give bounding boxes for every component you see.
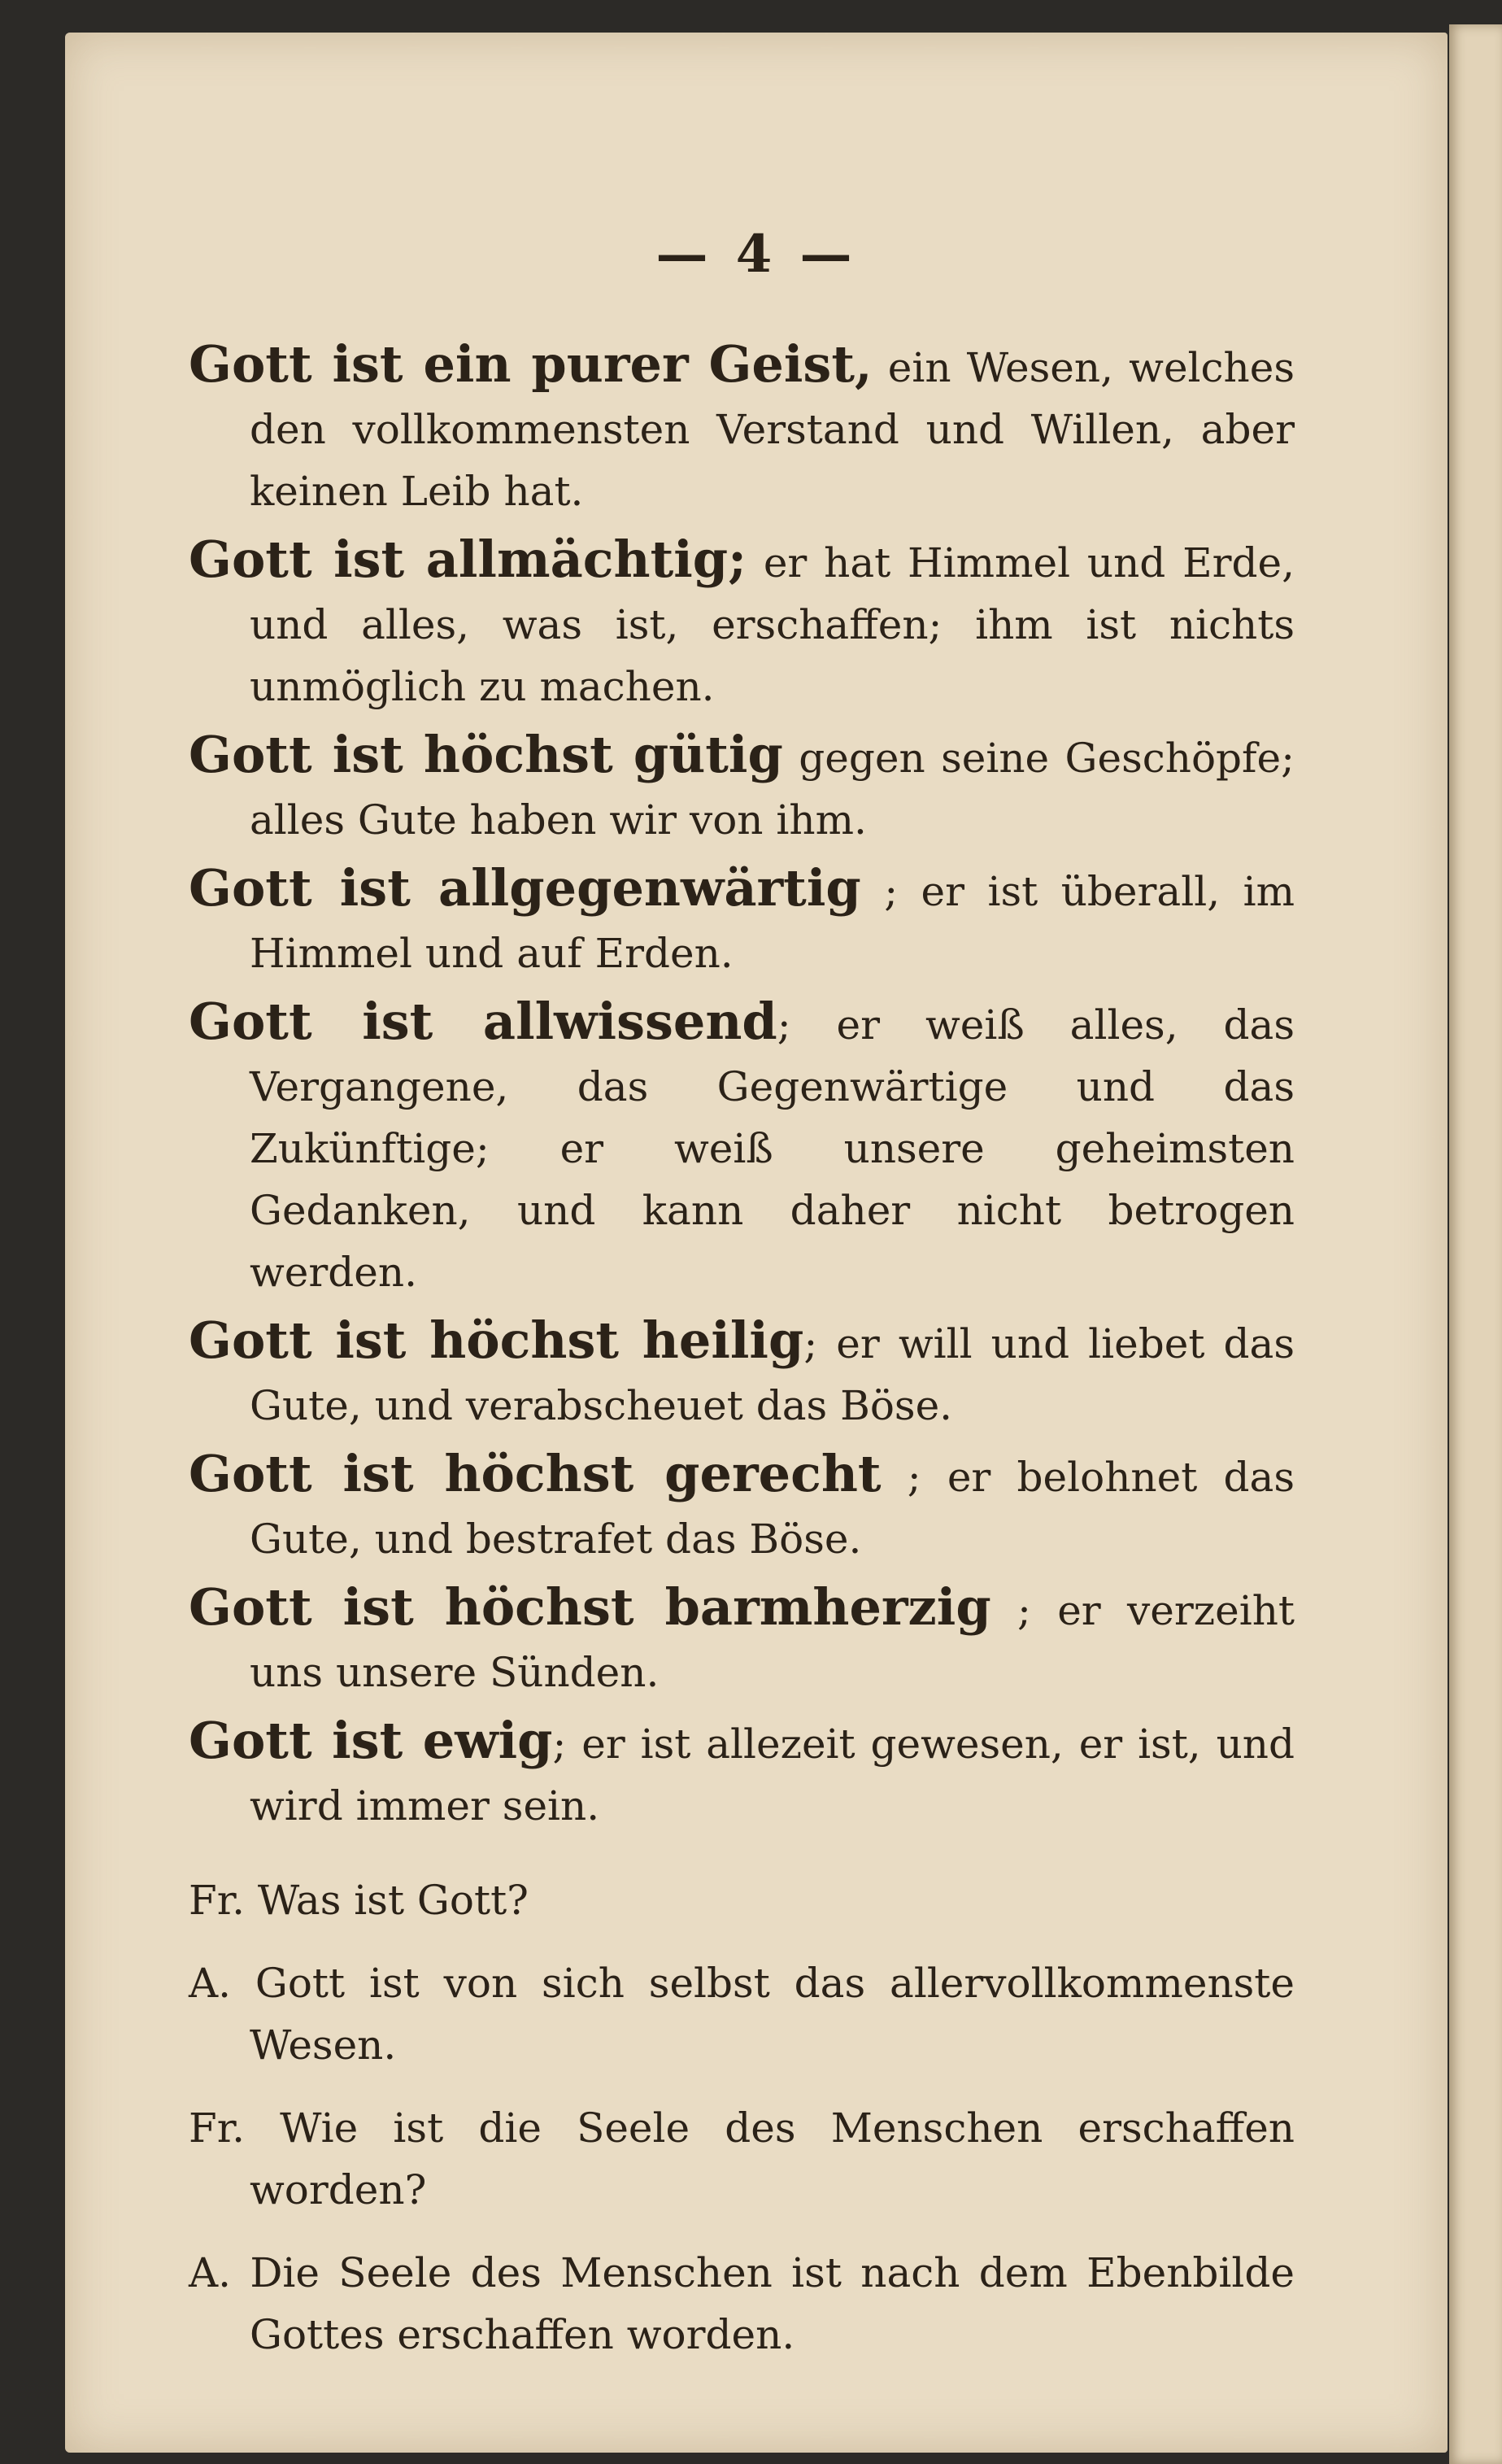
paragraph <box>189 857 1295 984</box>
paragraph <box>189 724 1295 851</box>
paragraph <box>189 529 1295 717</box>
question: Fr. Wie ist die Seele des Menschen erschaffen worden? <box>189 2104 1295 2213</box>
paragraph <box>189 1443 1295 1570</box>
paragraph-lead: Gott ist ein purer Geist, <box>189 334 873 394</box>
paragraph-body: ; er weiß alles, das Vergangene, das Gegenwärtige und das Zukünftige; er weiß unsere geheimsten Gedanken, und kann daher nicht betrogen werden. <box>250 1001 1295 1296</box>
paragraph <box>189 334 1295 522</box>
book-page <box>65 33 1448 2453</box>
paragraph-lead: Gott ist allmächtig; <box>189 530 747 589</box>
paragraph-body: er hat Himmel und Erde, und alles, was ist, erschaffen; ihm ist nichts unmöglich zu machen. <box>250 539 1295 710</box>
paragraph <box>189 1577 1295 1703</box>
paragraph-body: ein Wesen, welches den vollkommensten Verstand und Willen, aber keinen Leib hat. <box>250 344 1295 515</box>
paragraph-lead: Gott ist höchst gütig <box>189 725 783 784</box>
paragraph-body: ; er belohnet das Gute, und bestrafet das Böse. <box>250 1454 1295 1563</box>
page-text <box>189 334 1295 2387</box>
paragraph-lead: Gott ist höchst gerecht <box>189 1444 882 1503</box>
paragraph-lead: Gott ist höchst barmherzig <box>189 1577 991 1637</box>
paragraph-lead: Gott ist allwissend <box>189 992 777 1051</box>
paragraph-lead: Gott ist ewig <box>189 1711 553 1770</box>
paragraph-body: gegen seine Geschöpfe; alles Gute haben wir von ihm. <box>250 735 1295 844</box>
paragraph-lead: Gott ist allgegenwärtig <box>189 858 861 918</box>
paragraph-body: ; er ist überall, im Himmel und auf Erden. <box>250 868 1295 977</box>
answer: A. Die Seele des Menschen ist nach dem Ebenbilde Gottes erschaffen worden. <box>189 2249 1295 2358</box>
paragraph <box>189 1310 1295 1437</box>
paragraph <box>189 991 1295 1303</box>
next-page-edge <box>1449 24 1502 2464</box>
paragraph-body: ; er verzeiht uns unsere Sünden. <box>250 1587 1295 1696</box>
page-number: — 4 — <box>655 224 857 285</box>
answer: A. Gott ist von sich selbst das allervollkommenste Wesen. <box>189 1960 1295 2069</box>
paragraph-lead: Gott ist höchst heilig <box>189 1310 804 1370</box>
paragraph-body: ; er will und liebet das Gute, und verabscheuet das Böse. <box>250 1320 1295 1429</box>
paragraph-body: ; er ist allezeit gewesen, er ist, und wird immer sein. <box>250 1720 1295 1829</box>
paragraph <box>189 1710 1295 1837</box>
question: Fr. Was ist Gott? <box>189 1877 529 1924</box>
